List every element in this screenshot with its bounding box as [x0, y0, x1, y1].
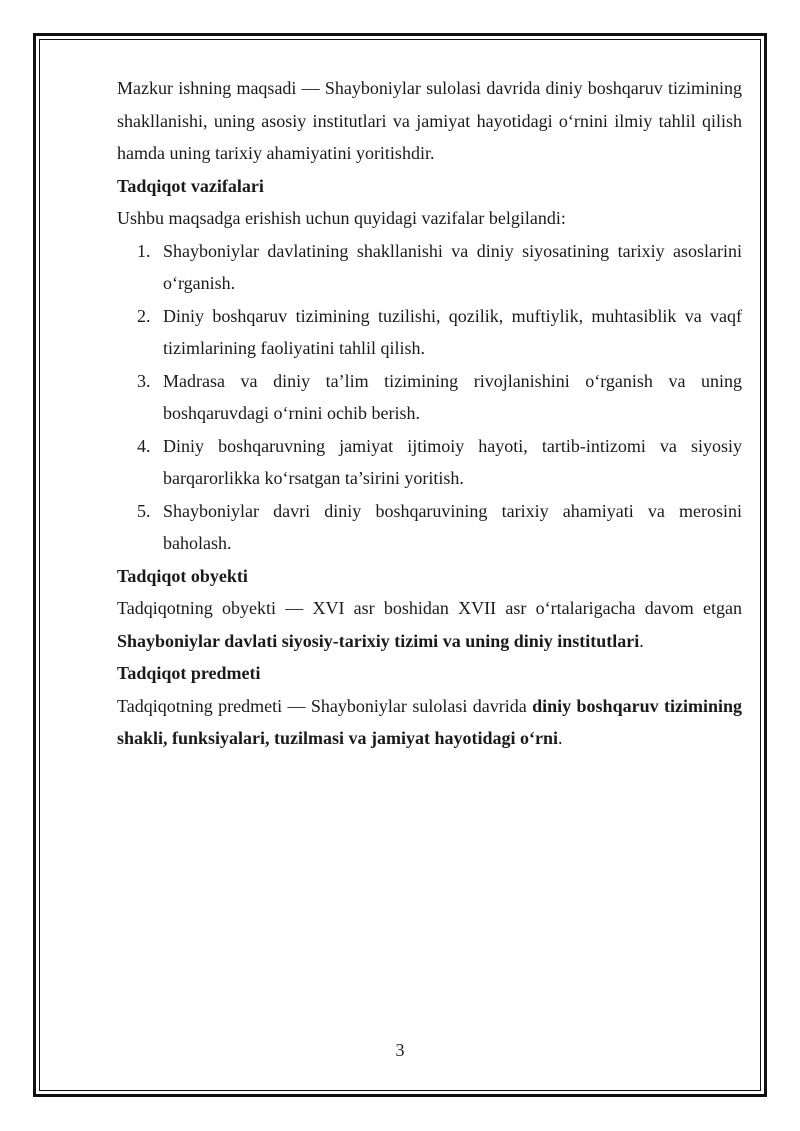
list-item-text: Diniy boshqaruv tizimining tuzilishi, qozilik, muftiylik, muhtasiblik va vaqf tizimlarining faoliyatini tahlil qilish.	[163, 305, 742, 358]
aim-paragraph: Mazkur ishning maqsadi — Shayboniylar sulolasi davrida diniy boshqaruv tizimining shakllanishi, uning asosiy institutlari va jamiyat hayotidagi o‘rnini ilmiy tahlil qilish hamda uning tarixiy ahamiyatini yoritishdir.	[117, 78, 742, 163]
list-item-number: 5.	[137, 500, 151, 521]
list-item-text: Shayboniylar davri diniy boshqaruvining tarixiy ahamiyati va merosini baholash.	[163, 500, 742, 553]
tasks-heading: Tadqiqot vazifalari	[117, 175, 264, 196]
list-item-number: 3.	[137, 370, 151, 391]
page-number: 3	[395, 1040, 405, 1060]
list-item-text: Diniy boshqaruvning jamiyat ijtimoiy hayoti, tartib-intizomi va siyosiy barqarorlikka ko‘rsatgan ta’sirini yoritish.	[163, 435, 742, 488]
list-item	[117, 300, 742, 365]
subject-paragraph	[117, 690, 742, 755]
list-item-number: 1.	[137, 240, 151, 261]
list-item-text: Shayboniylar davlatining shakllanishi va diniy siyosatining tarixiy asoslarini o‘rganish.	[163, 240, 742, 293]
list-item-text: Madrasa va diniy ta’lim tizimining rivojlanishini o‘rganish va uning boshqaruvdagi o‘rnini ochib berish.	[163, 370, 742, 423]
object-paragraph	[117, 592, 742, 657]
list-item	[117, 495, 742, 560]
subject-lead: Tadqiqotning predmeti — Shayboniylar sulolasi davrida	[117, 695, 533, 716]
subject-tail: .	[558, 728, 563, 748]
page-content	[117, 72, 742, 755]
list-item-number: 4.	[137, 435, 151, 456]
list-item	[117, 365, 742, 430]
tasks-intro: Ushbu maqsadga erishish uchun quyidagi vazifalar belgilandi:	[117, 208, 566, 228]
list-item	[117, 430, 742, 495]
object-bold: Shayboniylar davlati siyosiy-tarixiy tizimi va uning diniy institutlari	[117, 630, 640, 651]
object-heading: Tadqiqot obyekti	[117, 565, 248, 586]
subject-heading: Tadqiqot predmeti	[117, 663, 261, 683]
object-tail: .	[639, 630, 644, 651]
tasks-list	[117, 235, 742, 560]
list-item	[117, 235, 742, 300]
list-item-number: 2.	[137, 305, 151, 326]
object-lead: Tadqiqotning obyekti — XVI asr boshidan XVII asr o‘rtalarigacha davom etgan	[117, 598, 742, 618]
subject-bold: diniy boshqaruv tizimining shakli, funksiyalari, tuzilmasi va jamiyat hayotidagi o‘rni	[117, 695, 742, 748]
